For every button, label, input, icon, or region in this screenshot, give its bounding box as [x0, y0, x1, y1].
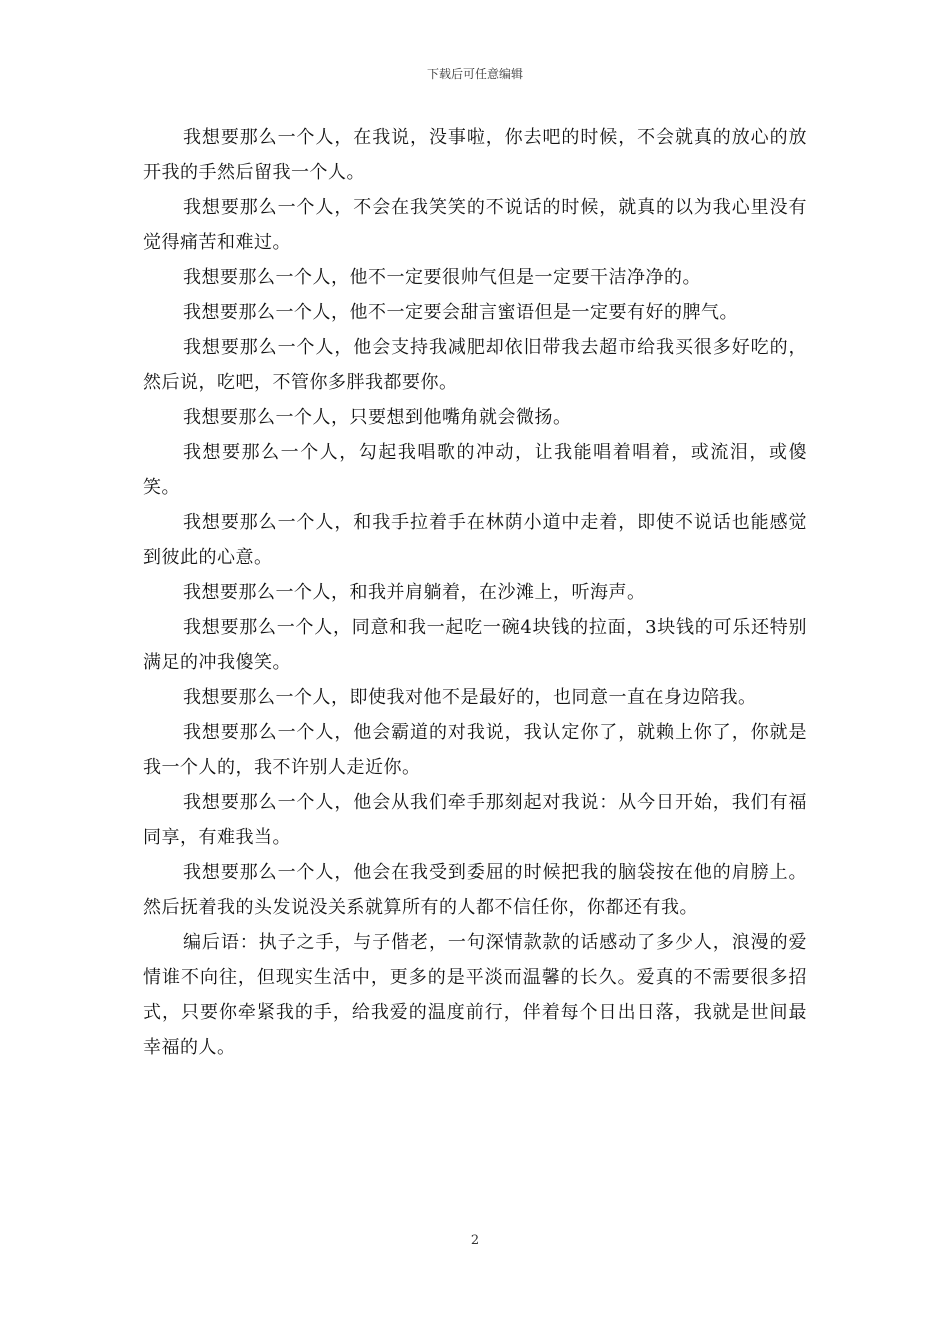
page-number: 2	[470, 1233, 480, 1248]
page-header: 下载后可任意编辑	[426, 67, 523, 81]
paragraph: 我想要那么一个人，在我说，没事啦，你去吧的时候，不会就真的放心的放开我的手然后留我一个人。	[143, 127, 807, 183]
paragraph: 我想要那么一个人，他不一定要很帅气但是一定要干洁净净的。	[183, 267, 701, 288]
paragraph: 我想要那么一个人，同意和我一起吃一碗4块钱的拉面，3块钱的可乐还特别满足的冲我傻笑。	[143, 617, 807, 673]
paragraph: 我想要那么一个人，和我并肩躺着，在沙滩上，听海声。	[183, 582, 646, 603]
paragraph: 我想要那么一个人，只要想到他嘴角就会微扬。	[183, 407, 572, 428]
paragraph: 我想要那么一个人，他会支持我减肥却依旧带我去超市给我买很多好吃的，然后说，吃吧，不管你多胖我都要你。	[143, 337, 807, 393]
paragraph: 我想要那么一个人，不会在我笑笑的不说话的时候，就真的以为我心里没有觉得痛苦和难过。	[143, 197, 807, 253]
document-body	[143, 120, 807, 1065]
editor-note-paragraph: 编后语：执子之手，与子偕老，一句深情款款的话感动了多少人，浪漫的爱情谁不向往，但现实生活中，更多的是平淡而温馨的长久。爱真的不需要很多招式，只要你牵紧我的手，给我爱的温度前行，伴着每个日出日落，我就是世间最幸福的人。	[143, 932, 807, 1058]
paragraph: 我想要那么一个人，他会从我们牵手那刻起对我说：从今日开始，我们有福同享，有难我当。	[143, 792, 807, 848]
paragraph: 我想要那么一个人，他会在我受到委屈的时候把我的脑袋按在他的肩膀上。然后抚着我的头发说没关系就算所有的人都不信任你，你都还有我。	[143, 862, 807, 918]
paragraph: 我想要那么一个人，即使我对他不是最好的，也同意一直在身边陪我。	[183, 687, 757, 708]
paragraph: 我想要那么一个人，他会霸道的对我说，我认定你了，就赖上你了，你就是我一个人的，我不许别人走近你。	[143, 722, 807, 778]
paragraph: 我想要那么一个人，勾起我唱歌的冲动，让我能唱着唱着，或流泪，或傻笑。	[143, 442, 807, 498]
paragraph: 我想要那么一个人，和我手拉着手在林荫小道中走着，即使不说话也能感觉到彼此的心意。	[143, 512, 807, 568]
paragraph: 我想要那么一个人，他不一定要会甜言蜜语但是一定要有好的脾气。	[183, 302, 738, 323]
